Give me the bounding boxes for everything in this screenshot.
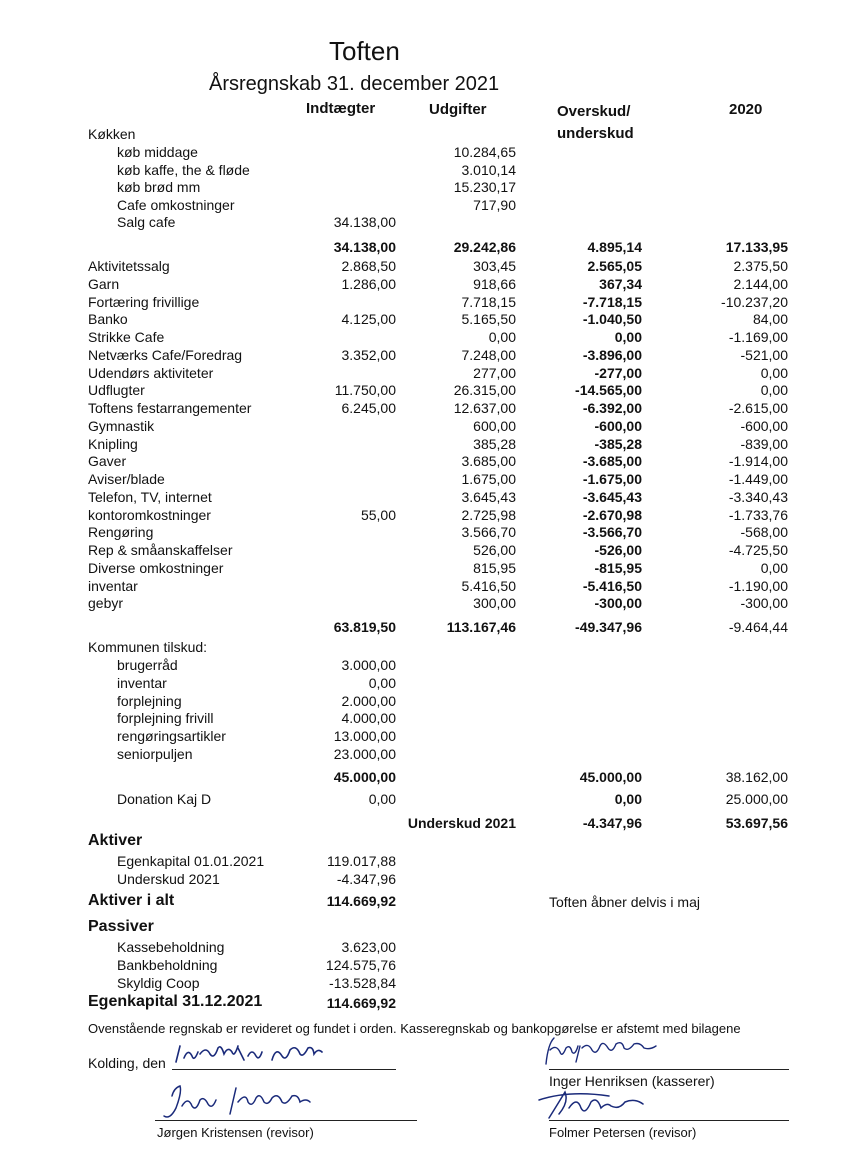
result-cell: -3.645,43 xyxy=(582,488,642,505)
activities-total-income: 63.819,50 xyxy=(333,619,396,635)
prev-year-cell: -1.449,00 xyxy=(728,471,788,487)
row-label: Salg cafe xyxy=(117,214,176,231)
opening-note: Toften åbner delvis i maj xyxy=(549,894,700,910)
row-label: forplejning xyxy=(117,692,182,709)
prev-year-cell: -1.190,00 xyxy=(728,577,788,594)
row-label: Toftens festarrangementer xyxy=(88,400,252,416)
document-title: Toften xyxy=(329,36,400,66)
deficit-label: Underskud 2021 xyxy=(407,815,516,831)
result-cell: -2.670,98 xyxy=(582,506,642,523)
expenses-cell: 5.416,50 xyxy=(461,577,516,594)
row-label: Strikke Cafe xyxy=(88,329,165,345)
expenses-cell: 12.637,00 xyxy=(453,400,516,416)
handwritten-date-signature xyxy=(172,1040,402,1070)
kitchen-total-expenses: 29.242,86 xyxy=(453,239,516,255)
expenses-cell: 15.230,17 xyxy=(453,179,516,196)
income-cell: 3.000,00 xyxy=(341,657,396,673)
row-label: Udendørs aktiviteter xyxy=(88,364,214,381)
expenses-cell: 26.315,00 xyxy=(453,382,516,399)
row-label: Knipling xyxy=(88,435,138,452)
activities-total-result: -49.347,96 xyxy=(575,619,642,635)
row-label: forplejning frivill xyxy=(117,710,214,727)
row-label: Telefon, TV, internet xyxy=(88,488,212,505)
municipality-heading: Kommunen tilskud: xyxy=(88,639,208,655)
liabilities-row-label: Bankbeholdning xyxy=(117,957,218,973)
result-cell: -1.675,00 xyxy=(582,471,642,487)
row-label: inventar xyxy=(88,577,138,594)
income-cell: 4.000,00 xyxy=(341,710,396,727)
column-header-income: Indtægter xyxy=(306,100,376,117)
prev-year-cell: -1.733,76 xyxy=(728,506,788,523)
income-cell: 23.000,00 xyxy=(333,746,396,762)
row-label: køb brød mm xyxy=(117,179,201,196)
kitchen-heading: Køkken xyxy=(88,126,136,142)
activities-total-prev: -9.464,44 xyxy=(728,619,788,635)
liabilities-total-value: 114.669,92 xyxy=(326,995,396,1011)
cashier-signature xyxy=(540,1032,710,1072)
row-label: gebyr xyxy=(88,595,124,612)
row-label: rengøringsartikler xyxy=(117,728,226,745)
liabilities-row-value: -13.528,84 xyxy=(329,975,396,991)
income-cell: 2.000,00 xyxy=(341,692,396,709)
assets-row-value: 119.017,88 xyxy=(326,853,396,869)
income-cell: 1.286,00 xyxy=(341,275,396,292)
prev-year-cell: 2.375,50 xyxy=(733,258,788,274)
result-cell: 367,34 xyxy=(599,275,642,292)
expenses-cell: 1.675,00 xyxy=(461,471,516,487)
row-label: køb kaffe, the & fløde xyxy=(117,161,250,178)
row-label: køb middage xyxy=(117,144,198,160)
expenses-cell: 3.645,43 xyxy=(461,488,516,505)
row-label: Gymnastik xyxy=(88,417,155,434)
income-cell: 11.750,00 xyxy=(334,382,396,399)
result-cell: -6.392,00 xyxy=(582,400,642,416)
deficit-prev: 53.697,56 xyxy=(725,815,788,831)
income-cell: 4.125,00 xyxy=(341,311,396,328)
income-cell: 0,00 xyxy=(368,674,396,691)
row-label: Aktivitetssalg xyxy=(88,258,170,274)
donation-prev: 25.000,00 xyxy=(725,791,788,807)
result-cell: -7.718,15 xyxy=(582,293,642,310)
document-subtitle: Årsregnskab 31. december 2021 xyxy=(209,73,500,95)
auditor2-name: Folmer Petersen (revisor) xyxy=(549,1125,697,1140)
expenses-cell: 717,90 xyxy=(473,196,516,213)
expenses-cell: 5.165,50 xyxy=(461,311,516,328)
result-cell: -5.416,50 xyxy=(582,577,642,594)
row-label: Fortæring frivillige xyxy=(88,293,200,310)
cashier-signature-line xyxy=(549,1069,789,1070)
assets-row-label: Egenkapital 01.01.2021 xyxy=(117,853,265,869)
column-header-result-line2: underskud xyxy=(557,125,634,142)
expenses-cell: 2.725,98 xyxy=(461,506,516,523)
row-label: Rep & småanskaffelser xyxy=(88,542,233,558)
kitchen-total-income: 34.138,00 xyxy=(333,239,396,255)
expenses-cell: 3.685,00 xyxy=(461,453,516,470)
auditor2-signature-line xyxy=(549,1120,789,1121)
result-cell: -526,00 xyxy=(594,542,642,558)
result-cell: -3.566,70 xyxy=(582,524,642,541)
row-label: Gaver xyxy=(88,453,127,470)
donation-income: 0,00 xyxy=(368,791,396,807)
prev-year-cell: -839,00 xyxy=(740,435,788,452)
municipality-total-prev: 38.162,00 xyxy=(725,769,788,785)
prev-year-cell: -4.725,50 xyxy=(728,542,788,558)
activities-total-expenses: 113.167,46 xyxy=(446,619,516,635)
income-cell: 3.352,00 xyxy=(341,346,396,363)
prev-year-cell: -1.914,00 xyxy=(728,453,788,470)
result-cell: -14.565,00 xyxy=(575,382,642,399)
expenses-cell: 303,45 xyxy=(473,258,516,274)
row-label: Rengøring xyxy=(88,524,154,541)
prev-year-cell: 0,00 xyxy=(760,559,788,576)
income-cell: 2.868,50 xyxy=(341,258,396,274)
result-cell: -277,00 xyxy=(594,364,642,381)
column-header-result: Overskud/ xyxy=(557,103,631,120)
row-label: Netværks Cafe/Foredrag xyxy=(88,346,243,363)
auditor1-signature-line xyxy=(155,1120,417,1121)
expenses-cell: 385,28 xyxy=(473,435,516,452)
liabilities-row-label: Skyldig Coop xyxy=(117,975,200,991)
assets-row-label: Underskud 2021 xyxy=(117,871,220,887)
liabilities-heading: Passiver xyxy=(88,918,154,935)
assets-total-value: 114.669,92 xyxy=(326,893,396,909)
income-cell: 34.138,00 xyxy=(333,214,396,231)
date-signature-line xyxy=(172,1069,396,1070)
column-header-expenses: Udgifter xyxy=(429,101,487,118)
result-cell: -385,28 xyxy=(594,435,642,452)
prev-year-cell: -300,00 xyxy=(740,595,788,612)
income-cell: 6.245,00 xyxy=(341,400,396,416)
prev-year-cell: -1.169,00 xyxy=(728,329,788,345)
expenses-cell: 277,00 xyxy=(473,364,516,381)
prev-year-cell: 0,00 xyxy=(760,364,788,381)
row-label: brugerråd xyxy=(117,657,178,673)
liabilities-total-label: Egenkapital 31.12.2021 xyxy=(88,993,263,1010)
expenses-cell: 526,00 xyxy=(473,542,516,558)
liabilities-row-value: 3.623,00 xyxy=(341,939,396,955)
expenses-cell: 3.566,70 xyxy=(461,524,516,541)
expenses-cell: 918,66 xyxy=(473,275,516,292)
audit-statement: Ovenstående regnskab er revideret og fundet i orden. Kasseregnskab og bankopgørelse er afstemt med bilagene xyxy=(88,1021,741,1036)
result-cell: -300,00 xyxy=(594,595,642,612)
liabilities-row-label: Kassebeholdning xyxy=(117,939,225,955)
assets-total-label: Aktiver i alt xyxy=(88,892,175,909)
row-label: Cafe omkostninger xyxy=(117,196,235,213)
kitchen-total-result: 4.895,14 xyxy=(587,239,642,255)
row-label: Udflugter xyxy=(88,382,145,399)
result-cell: -600,00 xyxy=(594,417,642,434)
expenses-cell: 0,00 xyxy=(488,329,516,345)
column-header-prev-year: 2020 xyxy=(729,101,763,118)
municipality-total-income: 45.000,00 xyxy=(333,769,396,785)
income-cell: 13.000,00 xyxy=(333,728,396,745)
row-label: inventar xyxy=(117,674,167,691)
expenses-cell: 10.284,65 xyxy=(453,144,516,160)
deficit-result: -4.347,96 xyxy=(582,815,642,831)
prev-year-cell: 2.144,00 xyxy=(733,275,788,292)
prev-year-cell: -3.340,43 xyxy=(728,488,788,505)
result-cell: -3.685,00 xyxy=(582,453,642,470)
assets-heading: Aktiver xyxy=(88,832,143,849)
row-label: Diverse omkostninger xyxy=(88,559,224,576)
income-cell: 55,00 xyxy=(360,506,396,523)
expenses-cell: 3.010,14 xyxy=(461,161,516,178)
donation-label: Donation Kaj D xyxy=(117,791,212,807)
prev-year-cell: -600,00 xyxy=(740,417,788,434)
row-label: Garn xyxy=(88,275,120,292)
auditor1-name: Jørgen Kristensen (revisor) xyxy=(157,1125,314,1140)
kitchen-total-prev: 17.133,95 xyxy=(725,239,788,255)
result-cell: -3.896,00 xyxy=(582,346,642,363)
auditor1-signature xyxy=(150,1082,370,1122)
result-cell: -1.040,50 xyxy=(582,311,642,328)
expenses-cell: 815,95 xyxy=(473,559,516,576)
prev-year-cell: -568,00 xyxy=(740,524,788,541)
row-label: Aviser/blade xyxy=(88,471,165,487)
prev-year-cell: 84,00 xyxy=(752,311,788,328)
row-label: kontoromkostninger xyxy=(88,506,211,523)
prev-year-cell: -521,00 xyxy=(740,346,788,363)
place-date-label: Kolding, den xyxy=(88,1055,166,1071)
expenses-cell: 300,00 xyxy=(473,595,516,612)
expenses-cell: 7.248,00 xyxy=(461,346,516,363)
result-cell: 0,00 xyxy=(614,329,642,345)
result-cell: 2.565,05 xyxy=(587,258,642,274)
prev-year-cell: 0,00 xyxy=(760,382,788,399)
expenses-cell: 7.718,15 xyxy=(461,293,516,310)
result-cell: -815,95 xyxy=(594,559,642,576)
row-label: seniorpuljen xyxy=(117,746,193,762)
expenses-cell: 600,00 xyxy=(473,417,516,434)
prev-year-cell: -2.615,00 xyxy=(728,400,788,416)
row-label: Banko xyxy=(88,311,128,328)
donation-result: 0,00 xyxy=(614,791,642,807)
cashier-name: Inger Henriksen (kasserer) xyxy=(549,1073,715,1089)
assets-row-value: -4.347,96 xyxy=(336,871,396,887)
prev-year-cell: -10.237,20 xyxy=(721,293,788,310)
liabilities-row-value: 124.575,76 xyxy=(325,957,396,973)
municipality-total-result: 45.000,00 xyxy=(579,769,642,785)
